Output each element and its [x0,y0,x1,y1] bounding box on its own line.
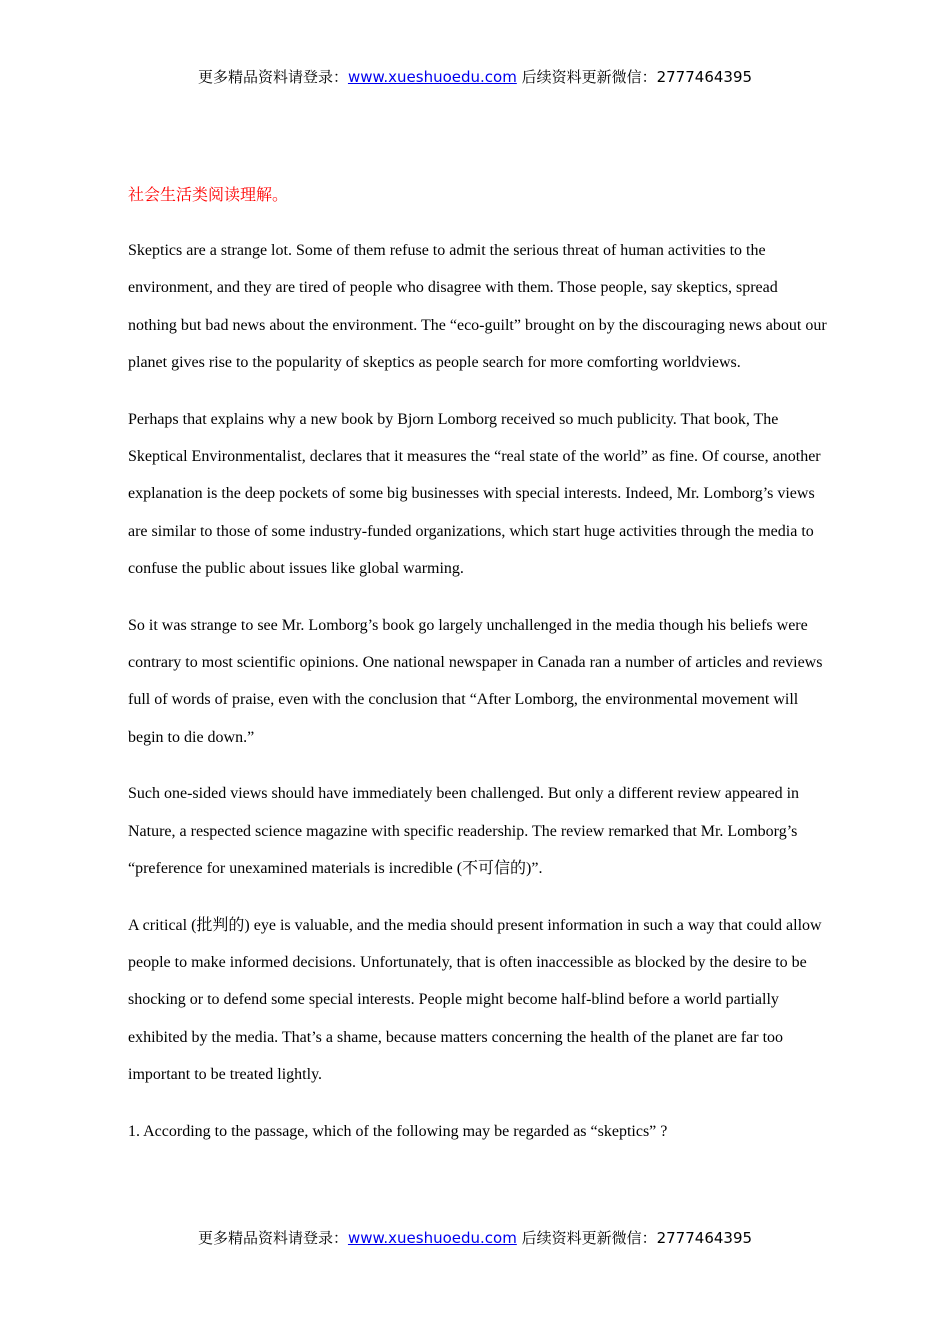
page-footer [0,1227,950,1248]
page-header [0,66,950,87]
footer-prefix: 更多精品资料请登录： [197,1229,348,1247]
paragraph-2: Perhaps that explains why a new book by Bjorn Lomborg received so much publicity. That book, The Skeptical Environmentalist, declares that it measures the “real state of the world” as fine. Of course, another explanation is the deep pockets of some big businesses with special interests. Indeed, Mr. Lomborg’s views are similar to those of some industry-funded organizations, which start huge activities through the media to confuse the public about issues like global warming. [128,410,821,578]
header-website-link[interactable]: www.xueshuoedu.com [347,68,517,86]
section-title: 社会生活类阅读理解。 [128,185,289,204]
header-suffix: 后续资料更新微信：2777464395 [516,68,753,86]
footer-suffix: 后续资料更新微信：2777464395 [516,1229,753,1247]
paragraph-5: A critical (批判的) eye is valuable, and the media should present information in such a way that could allow people to make informed decisions. Unfortunately, that is often inaccessible as blocked by the desire to be shocking or to defend some special interests. People might become half-blind before a world partially exhibited by the media. That’s a shame, because matters concerning the health of the planet are far too important to be treated lightly. [128,916,822,1084]
paragraph-1: Skeptics are a strange lot. Some of them refuse to admit the serious threat of human activities to the environment, and they are tired of people who disagree with them. Those people, say skeptics, spread nothing but bad news about the environment. The “eco-guilt” brought on by the discouraging news about our planet gives rise to the popularity of skeptics as people search for more comforting worldviews. [128,242,827,372]
footer-website-link[interactable]: www.xueshuoedu.com [347,1229,517,1247]
paragraph-4: Such one-sided views should have immediately been challenged. But only a different review appeared in Nature, a respected science magazine with specific readership. The review remarked that Mr. Lomborg’s “preference for unexamined materials is incredible (不可信的)”. [128,785,800,878]
paragraph-3: So it was strange to see Mr. Lomborg’s book go largely unchallenged in the media though his beliefs were contrary to most scientific opinions. One national newspaper in Canada ran a number of articles and reviews full of words of praise, even with the conclusion that “After Lomborg, the environmental movement will begin to die down.” [128,616,823,746]
document-body [128,176,828,1169]
question-1: 1. According to the passage, which of the following may be regarded as “skeptics” ? [128,1122,668,1140]
header-prefix: 更多精品资料请登录： [197,68,348,86]
